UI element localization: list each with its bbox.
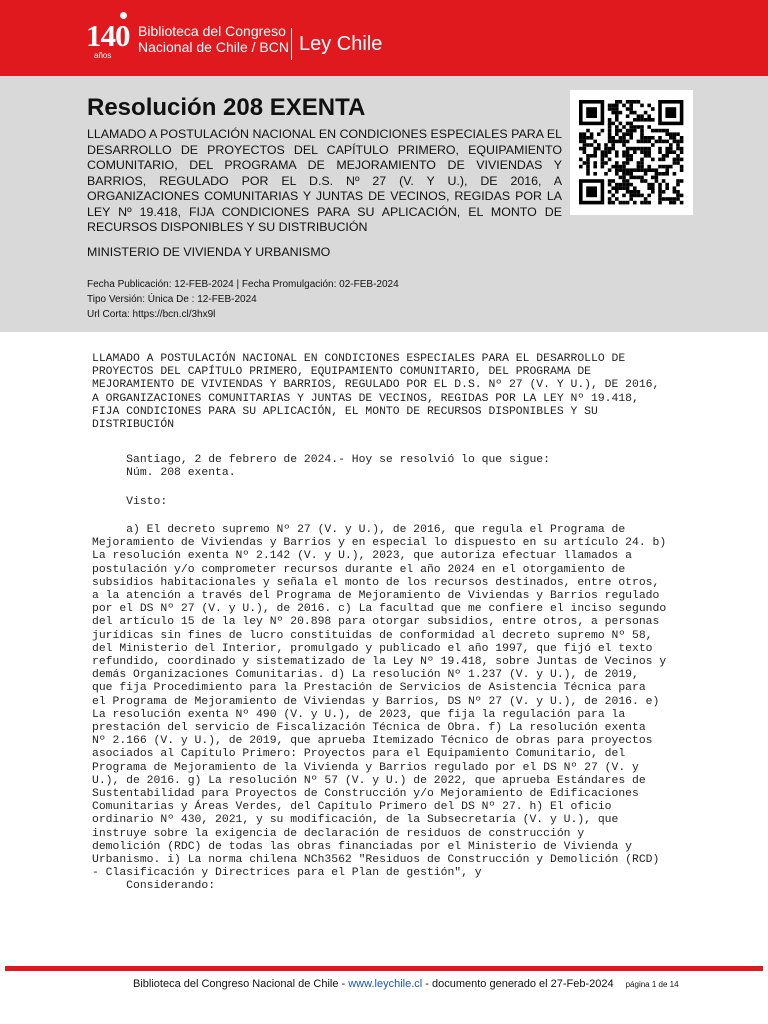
qr-code-icon — [570, 90, 693, 215]
logo-divider — [291, 28, 292, 60]
leychile-link[interactable]: www.leychile.cl — [348, 978, 423, 990]
qr-finder-square — [586, 186, 597, 197]
publication-dates: Fecha Publicación: 12-FEB-2024 | Fecha Promulgación: 02-FEB-2024 — [87, 279, 399, 290]
document-meta — [87, 277, 399, 322]
visto-label: Visto: — [92, 496, 168, 508]
document-ministry: MINISTERIO DE VIVIENDA Y URBANISMO — [87, 245, 331, 259]
short-url[interactable]: Url Corta: https://bcn.cl/3hx9l — [87, 309, 216, 320]
page-footer — [133, 978, 679, 990]
document-title: Resolución 208 EXENTA — [87, 94, 366, 121]
qr-finder-square — [665, 107, 676, 118]
logo-anos: años — [94, 51, 112, 60]
ley-chile-brand[interactable]: Ley Chile — [299, 33, 383, 55]
footer-rule — [5, 966, 763, 971]
document-subtitle: LLAMADO A POSTULACIÓN NACIONAL EN CONDICIONES ESPECIALES PARA EL DESARROLLO DE PROYECTOS DEL CAPÍTULO PRIMERO, EQUIPAMIENTO COMUNITARIO, DEL PROGRAMA DE MEJORAMIENTO DE VIVIENDAS Y BARRIOS, REGULADO POR EL D.S. Nº 27 (V. Y U.), DE 2016, A ORGANIZACIONES COMUNITARIAS Y JUNTAS DE VECINOS, REGIDAS POR LA LEY Nº 19.418, FIJA CONDICIONES PARA SU APLICACIÓN, EL MONTO DE RECURSOS DISPONIBLES Y SU DISTRIBUCIÓN — [87, 127, 562, 234]
place-date: Santiago, 2 de febrero de 2024.- Hoy se resolvió lo que sigue: Núm. 208 exenta. — [126, 454, 550, 480]
bcn-logo-text[interactable] — [138, 23, 289, 55]
body-heading: LLAMADO A POSTULACIÓN NACIONAL EN CONDICIONES ESPECIALES PARA EL DESARROLLO DE PROYECTOS DEL CAPÍTULO PRIMERO, EQUIPAMIENTO COMUNITARIO, DEL PROGRAMA DE MEJORAMIENTO DE VIVIENDAS Y BARRIOS, REGULADO POR EL D.S. Nº 27 (V. Y U.), DE 2016, A ORGANIZACIONES COMUNITARIAS Y JUNTAS DE VECINOS, REGIDAS POR LA LEY Nº 19.418, FIJA CONDICIONES PARA SU APLICACIÓN, EL MONTO DE RECURSOS DISPONIBLES Y SU DISTRIBUCIÓN — [92, 353, 660, 432]
footer-text-after: - documento generado el 27-Feb-2024 — [422, 978, 614, 990]
footer-text-before: Biblioteca del Congreso Nacional de Chile - — [133, 978, 349, 990]
visto-paragraph: a) El decreto supremo Nº 27 (V. y U.), de 2016, que regula el Programa de Mejoramiento de Viviendas y Barrios y en especial lo dispuesto en su artículo 24. b) La resolución exenta Nº 2.142 (V. y U.), 2023, que autoriza efectuar llamados a postulación y/o comprometer recursos durante el año 2024 en el otorgamiento de subsidios habitacionales y señala el monto de los recursos destinados, entre otros, a la atención a través del Programa de Mejoramiento de Viviendas y Barrios regulado por el DS Nº 27 (V. y U.), de 2016. c) La facultad que me confiere el inciso segundo del artículo 15 de la ley Nº 20.898 para otorgar subsidios, entre otros, a personas jurídicas sin fines de lucro constituidas de conformidad al decreto supremo Nº 58, del Ministerio del Interior, promulgado y publicado el año 1997, que fijó el texto refundido, coordinado y sistematizado de la Ley Nº 19.418, sobre Juntas de Vecinos y demás Organizaciones Comunitarias. d) La resolución Nº 1.237 (V. y U.), de 2019, que fija Procedimiento para la Prestación de Servicios de Asistencia Técnica para el Programa de Mejoramiento de Viviendas y Barrios, DS Nº 27 (V. y U.), de 2016. e) La resolución exenta Nº 490 (V. y U.), de 2023, que fija la regulación para la prestación del servicio de Fiscalización Técnica de Obra. f) La resolución exenta Nº 2.166 (V. y U.), de 2019, que aprueba Itemizado Técnico de obras para proyectos asociados al Capítulo Primero: Proyectos para el Equipamiento Comunitario, del Programa de Mejoramiento de la Vivienda y Barrios regulado por el DS Nº 27 (V. y U.), de 2016. g) La resolución Nº 57 (V. y U.) de 2022, que aprueba Estándares de Sustentabilidad para Proyectos de Construcción y/o Mejoramiento de Edificaciones Comunitarias y Áreas Verdes, del Capítulo Primero del DS Nº 27. h) El oficio ordinario Nº 430, 2021, y su modificación, de la Subsecretaría (V. y U.), que instruye sobre la exigencia de declaración de residuos de construcción y demolición (RDC) de todas las obras financiadas por el Ministerio de Vivienda y Urbanismo. i) La norma chilena NCh3562 "Residuos de Construcción y Demolición (RCD) - Clasificación y Directrices para el Plan de gestión", y Considerando: — [92, 524, 667, 893]
logo-number: 140 — [86, 18, 130, 53]
bcn-140-logo[interactable] — [86, 14, 136, 66]
top-banner — [0, 0, 768, 76]
logo-line-2: Nacional de Chile / BCN — [138, 39, 289, 55]
qr-code-graphic — [570, 90, 693, 215]
version-type: Tipo Versión: Única De : 12-FEB-2024 — [87, 294, 257, 305]
logo-line-1: Biblioteca del Congreso — [138, 23, 286, 39]
page-number: página 1 de 14 — [625, 980, 679, 989]
qr-finder-square — [586, 107, 597, 118]
